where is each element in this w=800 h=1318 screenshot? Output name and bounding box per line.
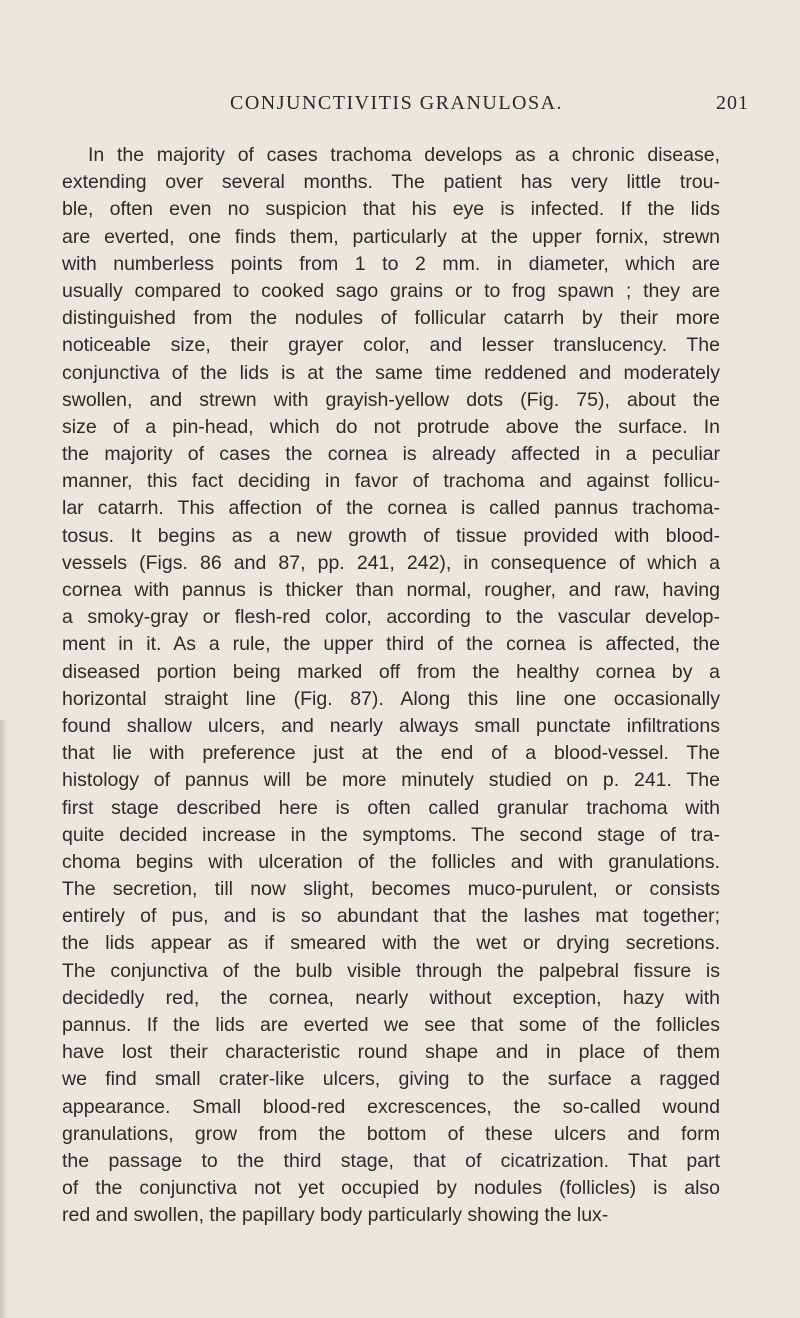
text-line: The conjunctiva of the bulb visible through the palpebral fissure is: [62, 959, 720, 982]
text-line: conjunctiva of the lids is at the same time reddened and moderately: [62, 361, 720, 384]
text-line: manner, this fact deciding in favor of trachoma and against follicu-: [62, 470, 720, 493]
text-line: have lost their characteristic round shape and in place of them: [62, 1041, 720, 1064]
text-line: noticeable size, their grayer color, and lesser translucency. The: [62, 334, 720, 357]
text-line: ble, often even no suspicion that his eye is infected. If the lids: [62, 198, 720, 221]
text-line: that lie with preference just at the end of a blood-vessel. The: [62, 742, 720, 765]
text-line: entirely of pus, and is so abundant that the lashes mat together;: [62, 905, 720, 928]
text-line: appearance. Small blood-red excrescences, the so-called wound: [62, 1095, 720, 1118]
text-line: quite decided increase in the symptoms. The second stage of tra-: [62, 823, 720, 846]
text-line: distinguished from the nodules of follicular catarrh by their more: [62, 307, 720, 330]
text-line: with numberless points from 1 to 2 mm. in diameter, which are: [62, 252, 720, 275]
text-line: first stage described here is often called granular trachoma with: [62, 796, 720, 819]
text-line: size of a pin-head, which do not protrude above the surface. In: [62, 415, 720, 438]
text-line: diseased portion being marked off from the healthy cornea by a: [62, 660, 720, 683]
text-line: of the conjunctiva not yet occupied by nodules (follicles) is also: [62, 1177, 720, 1200]
text-line: are everted, one finds them, particularly at the upper fornix, strewn: [62, 225, 720, 248]
text-line: granulations, grow from the bottom of these ulcers and form: [62, 1122, 720, 1145]
text-line: lar catarrh. This affection of the cornea is called pannus trachoma-: [62, 497, 720, 520]
text-line: red and swollen, the papillary body particularly showing the lux-: [62, 1204, 609, 1227]
text-line: In the majority of cases trachoma develops as a chronic disease,: [88, 144, 720, 166]
text-line: the majority of cases the cornea is already affected in a peculiar: [62, 443, 720, 466]
text-line: the lids appear as if smeared with the wet or drying secretions.: [62, 932, 720, 955]
text-line: ment in it. As a rule, the upper third of the cornea is affected, the: [62, 633, 720, 656]
text-line: swollen, and strewn with grayish-yellow dots (Fig. 75), about the: [62, 388, 720, 411]
text-line: extending over several months. The patient has very little trou-: [62, 171, 720, 194]
text-line: usually compared to cooked sago grains or to frog spawn ; they are: [62, 279, 720, 302]
text-line: horizontal straight line (Fig. 87). Along this line one occasionally: [62, 687, 720, 710]
text-line: vessels (Figs. 86 and 87, pp. 241, 242), in consequence of which a: [62, 551, 720, 574]
text-line: a smoky-gray or flesh-red color, according to the vascular develop-: [62, 606, 720, 629]
text-line: tosus. It begins as a new growth of tissue provided with blood-: [62, 524, 720, 547]
text-line: cornea with pannus is thicker than normal, rougher, and raw, having: [62, 579, 720, 601]
text-line: pannus. If the lids are everted we see that some of the follicles: [62, 1014, 720, 1036]
page-number: 201: [716, 92, 749, 114]
text-line: we find small crater-like ulcers, giving to the surface a ragged: [62, 1068, 720, 1091]
text-line: The secretion, till now slight, becomes muco-purulent, or consists: [62, 878, 720, 901]
text-line: found shallow ulcers, and nearly always small punctate infiltrations: [62, 714, 720, 737]
page-header: [0, 92, 800, 120]
page-edge-shadow: [0, 720, 8, 1318]
text-line: choma begins with ulceration of the follicles and with granulations.: [62, 850, 720, 873]
text-line: the passage to the third stage, that of cicatrization. That part: [62, 1149, 720, 1172]
body-text: [62, 142, 720, 1230]
running-head: CONJUNCTIVITIS GRANULOSA.: [230, 92, 564, 114]
text-line: decidedly red, the cornea, nearly without exception, hazy with: [62, 986, 720, 1009]
text-line: histology of pannus will be more minutely studied on p. 241. The: [62, 769, 720, 792]
